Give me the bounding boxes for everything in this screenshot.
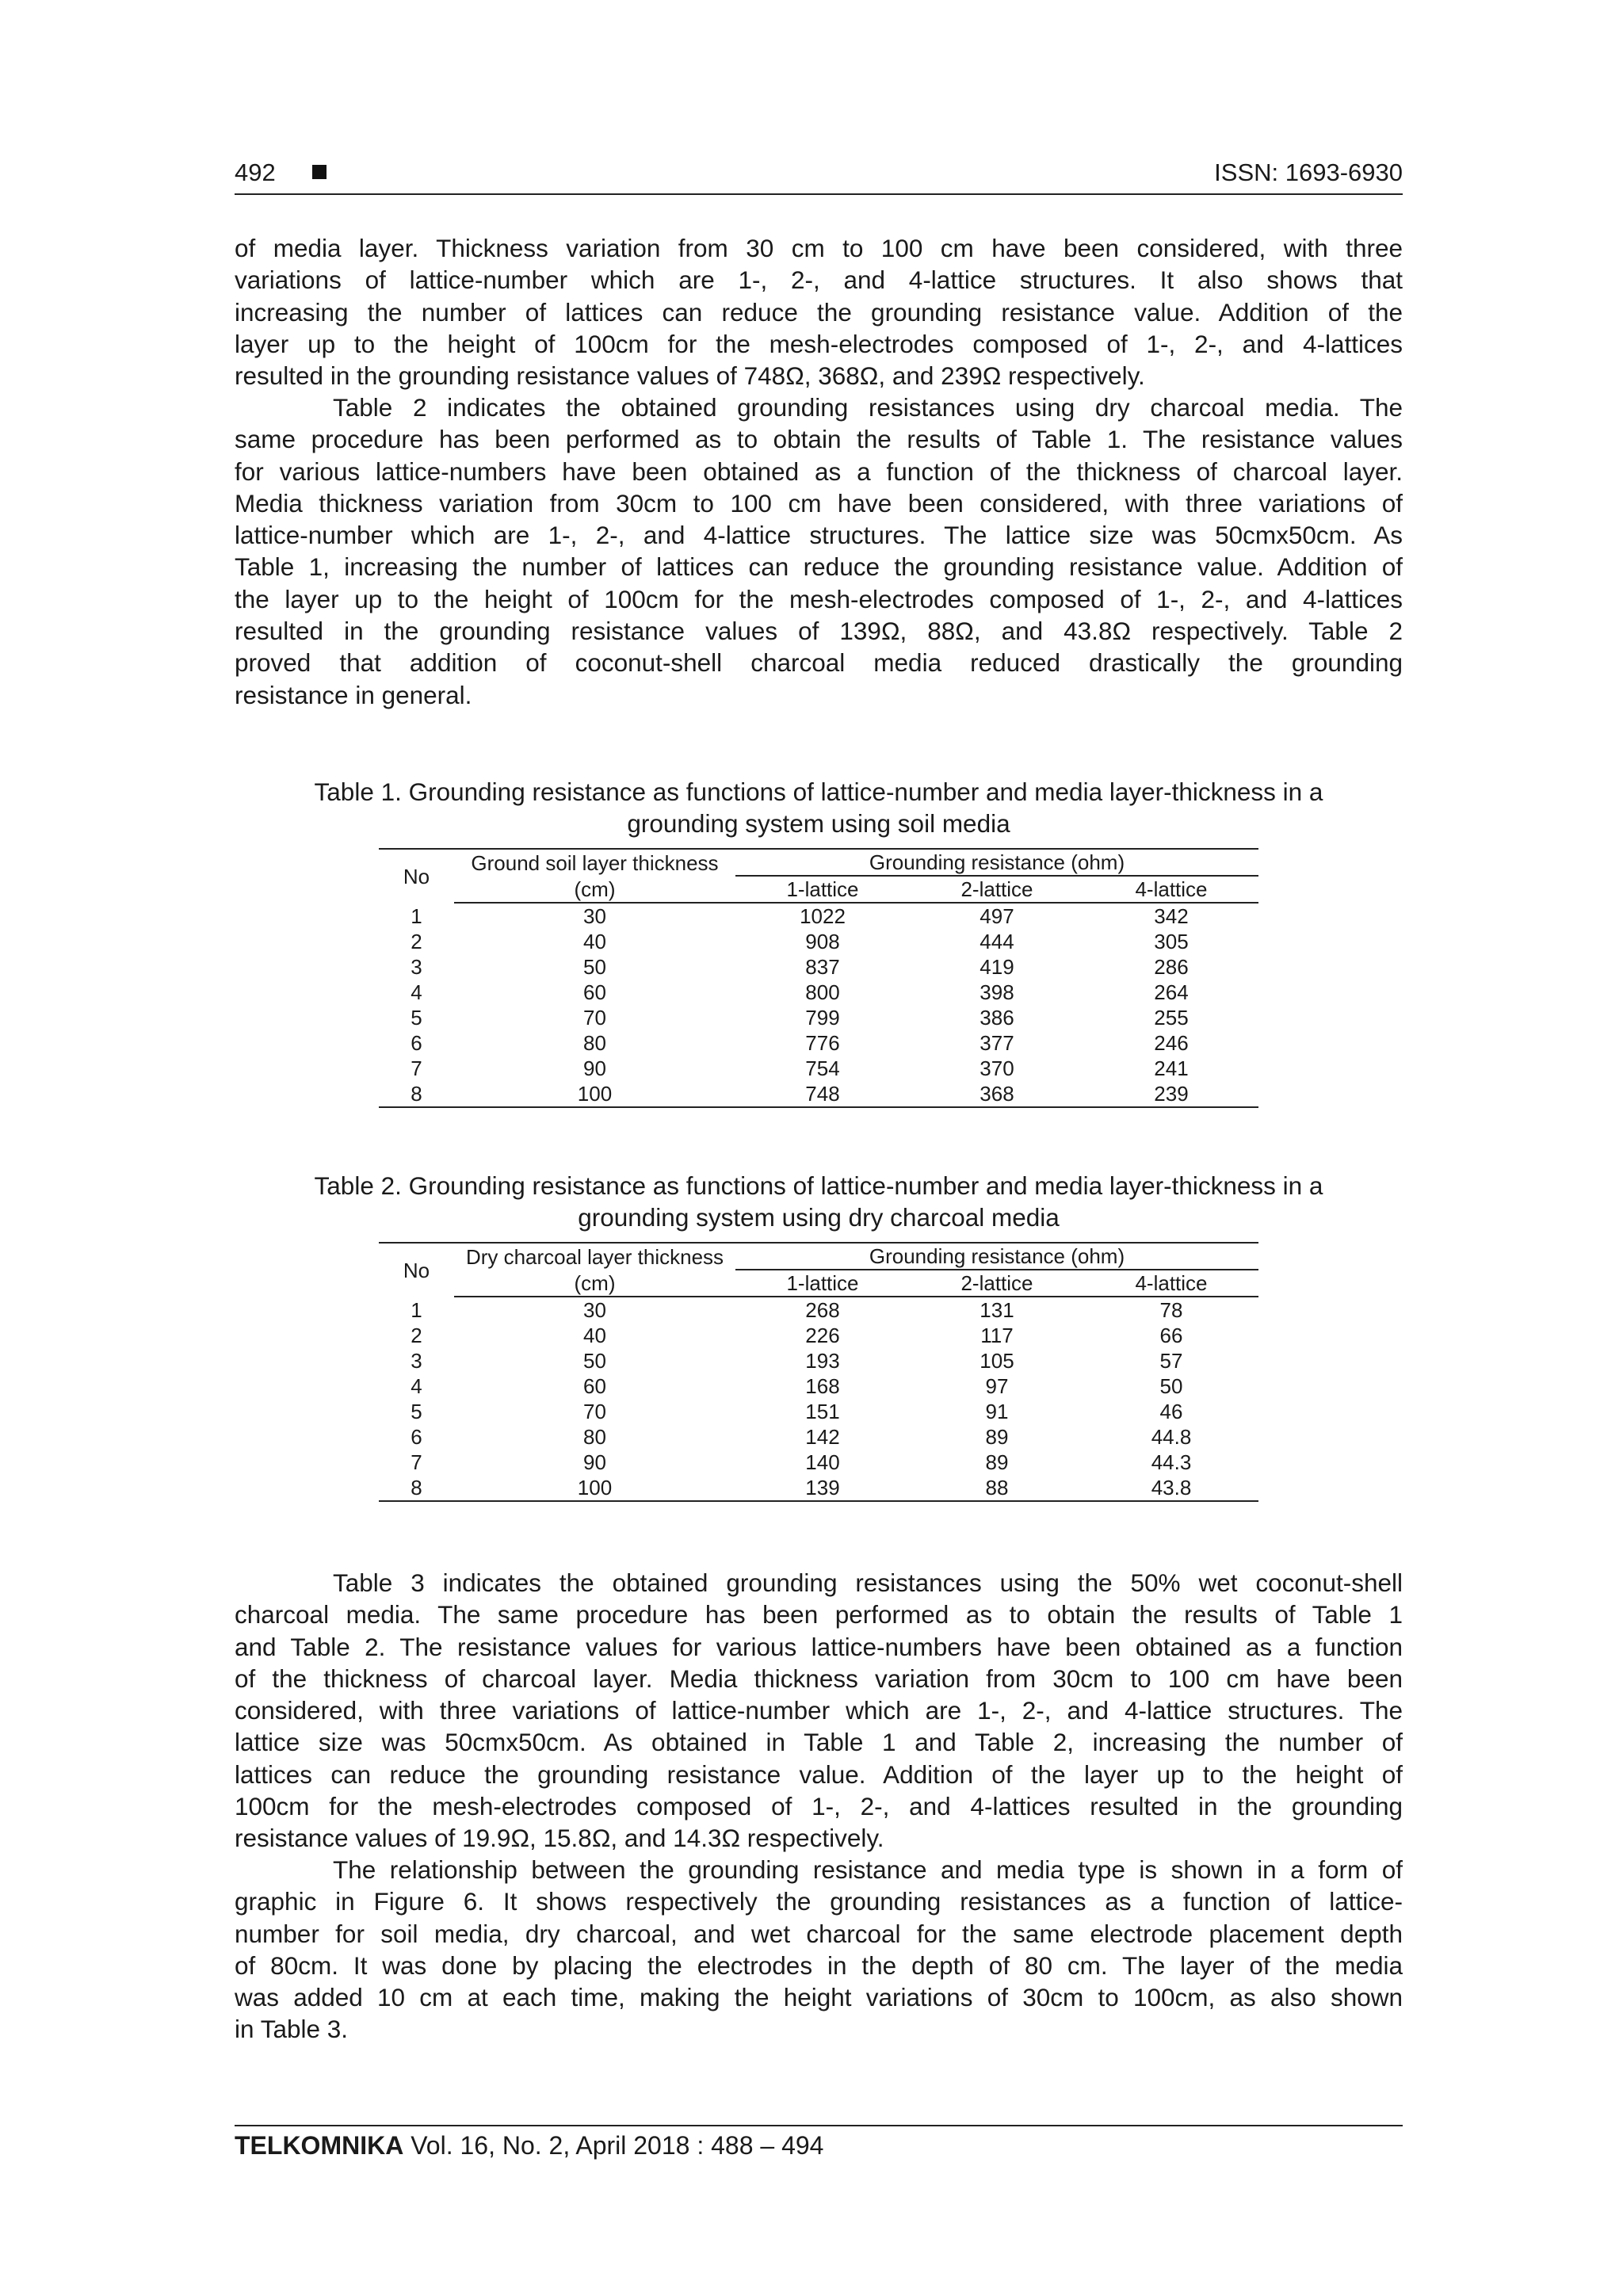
text-line: considered, with three variations of lattice-number which are 1-, 2-, and 4-lattice structures. The [235,1696,1403,1725]
cell-2-lattice: 89 [985,1450,1009,1474]
table-row [379,980,1258,1005]
issn: ISSN: 1693-6930 [1214,159,1403,186]
text-line: 100cm for the mesh-electrodes composed of 1-, 2-, and 4-lattices resulted in the grounding [235,1792,1403,1821]
table-1 [379,848,1258,1108]
cell-2-lattice: 386 [980,1006,1014,1030]
cell-thickness: 80 [583,1425,606,1449]
col-1-lattice: 1-lattice [735,1270,910,1297]
cell-1-lattice: 140 [805,1450,840,1474]
cell-no: 7 [411,1450,422,1474]
text-line: charcoal media. The same procedure has been performed as to obtain the results of Table 1 [235,1600,1403,1629]
text-line: graphic in Figure 6. It shows respectively the grounding resistances as a function of lattice- [235,1887,1403,1916]
cell-no: 6 [411,1031,422,1055]
cell-4-lattice: 241 [1154,1056,1189,1080]
table-row [379,1399,1258,1424]
text-line: resistance values of 19.9Ω, 15.8Ω, and 14.3Ω respectively. [235,1824,884,1853]
cell-thickness: 100 [454,1475,735,1501]
col-thickness-header: Dry charcoal layer thickness [454,1243,735,1270]
text-line: proved that addition of coconut-shell charcoal media reduced drastically the grounding [235,648,1403,678]
table-row [379,903,1258,929]
col-4-lattice: 4-lattice [1084,876,1258,903]
cell-4-lattice: 43.8 [1084,1475,1258,1501]
cell-1-lattice: 800 [805,980,840,1004]
cell-thickness: 70 [583,1006,606,1030]
cell-1-lattice: 748 [735,1081,910,1107]
text-line: lattice size was 50cmx50cm. As obtained in Table 1 and Table 2, increasing the number of [235,1728,1403,1757]
paragraph-1 [235,232,1403,392]
page-footer [235,2125,1403,2160]
cell-2-lattice: 377 [980,1031,1014,1055]
cell-4-lattice: 44.3 [1151,1450,1192,1474]
table-row [379,1030,1258,1056]
journal-citation: Vol. 16, No. 2, April 2018 : 488 – 494 [411,2131,824,2160]
page-header [235,159,1403,195]
table-1-caption-line-1: Table 1. Grounding resistance as functions of lattice-number and media layer-thickness in a [314,777,1323,806]
cell-thickness: 40 [583,1324,606,1347]
cell-thickness: 90 [583,1450,606,1474]
cell-1-lattice: 142 [805,1425,840,1449]
cell-no: 8 [379,1475,454,1501]
cell-4-lattice: 342 [1154,904,1189,928]
text-line: of 80cm. It was done by placing the electrodes in the depth of 80 cm. The layer of the media [235,1950,1403,1980]
table-row [379,1323,1258,1348]
cell-no: 5 [411,1006,422,1030]
cell-no: 3 [411,955,422,979]
cell-2-lattice: 131 [980,1298,1014,1322]
cell-1-lattice: 168 [805,1374,840,1398]
cell-2-lattice: 105 [980,1349,1014,1373]
cell-2-lattice: 117 [980,1324,1014,1347]
col-no-header: No [379,849,454,903]
text-line: and Table 2. The resistance values for various lattice-numbers have been obtained as a function [235,1632,1403,1661]
text-line: resulted in the grounding resistance values of 139Ω, 88Ω, and 43.8Ω respectively. Table 2 [235,617,1403,646]
table-row [379,1056,1258,1081]
cell-4-lattice: 44.8 [1151,1425,1192,1449]
cell-thickness: 30 [583,904,606,928]
cell-no: 6 [411,1425,422,1449]
table-1-caption [235,776,1403,839]
cell-no: 7 [411,1056,422,1080]
cell-2-lattice: 370 [980,1056,1014,1080]
cell-1-lattice: 799 [805,1006,840,1030]
table-row [379,1475,1258,1501]
cell-1-lattice: 754 [805,1056,840,1080]
cell-4-lattice: 50 [1159,1374,1183,1398]
cell-thickness: 30 [583,1298,606,1322]
cell-2-lattice: 497 [980,904,1014,928]
text-line: same procedure has been performed as to obtain the results of Table 1. The resistance values [235,425,1403,454]
cell-1-lattice: 1022 [800,904,846,928]
cell-thickness: 90 [583,1056,606,1080]
cell-2-lattice: 444 [980,930,1014,953]
table-row [379,1297,1258,1323]
square-bullet-icon [312,165,327,179]
cell-2-lattice: 419 [980,955,1014,979]
cell-2-lattice: 91 [985,1400,1009,1423]
paragraph-4 [235,1854,1403,2046]
cell-thickness: 70 [583,1400,606,1423]
paragraph-3 [235,1567,1403,1855]
cell-4-lattice: 57 [1159,1349,1183,1373]
cell-1-lattice: 268 [805,1298,840,1322]
cell-thickness: 80 [583,1031,606,1055]
cell-1-lattice: 908 [805,930,840,953]
cell-thickness: 60 [583,980,606,1004]
table-2 [379,1242,1258,1502]
table-row [379,1081,1258,1107]
text-line: lattice-number which are 1-, 2-, and 4-lattice structures. The lattice size was 50cmx50cm. As [235,521,1403,550]
journal-name: TELKOMNIKA [235,2131,404,2160]
text-line: number for soil media, dry charcoal, and wet charcoal for the same electrode placement depth [235,1919,1403,1948]
cell-1-lattice: 226 [805,1324,840,1347]
cell-1-lattice: 151 [805,1400,840,1423]
cell-4-lattice: 66 [1159,1324,1183,1347]
col-thickness-header: Ground soil layer thickness [454,849,735,876]
cell-1-lattice: 139 [735,1475,910,1501]
col-1-lattice: 1-lattice [735,876,910,903]
cell-1-lattice: 837 [805,955,840,979]
col-2-lattice: 2-lattice [910,1270,1084,1297]
cell-thickness: 50 [583,955,606,979]
cell-2-lattice: 89 [985,1425,1009,1449]
cell-thickness: 50 [583,1349,606,1373]
cell-4-lattice: 246 [1154,1031,1189,1055]
text-line: The relationship between the grounding resistance and media type is shown in a form of [333,1855,1403,1884]
cell-4-lattice: 46 [1159,1400,1183,1423]
cell-4-lattice: 305 [1154,930,1189,953]
col-2-lattice: 2-lattice [910,876,1084,903]
cell-thickness: 100 [454,1081,735,1107]
table-row [379,1005,1258,1030]
cell-1-lattice: 776 [805,1031,840,1055]
text-line: Media thickness variation from 30cm to 100 cm have been considered, with three variations of [235,488,1403,518]
cell-no: 2 [411,930,422,953]
cell-no: 4 [411,1374,422,1398]
cell-4-lattice: 286 [1154,955,1189,979]
cell-no: 8 [379,1081,454,1107]
cell-4-lattice: 255 [1154,1006,1189,1030]
cell-thickness: 60 [583,1374,606,1398]
text-line: the layer up to the height of 100cm for the mesh-electrodes composed of 1-, 2-, and 4-lattices [235,584,1403,613]
text-line: for various lattice-numbers have been obtained as a function of the thickness of charcoal layer. [235,457,1403,486]
cell-no: 4 [411,980,422,1004]
table-2-caption-line-1: Table 2. Grounding resistance as functions of lattice-number and media layer-thickness in a [314,1171,1323,1200]
text-line: resistance in general. [235,680,472,709]
text-line: Table 1, increasing the number of lattices can reduce the grounding resistance value. Addition of [235,552,1403,582]
cell-no: 2 [411,1324,422,1347]
col-no-header: No [379,1243,454,1297]
table-row [379,929,1258,954]
paragraph-2 [235,392,1403,711]
text-line: of media layer. Thickness variation from 30 cm to 100 cm have been considered, with three [235,234,1403,262]
col-4-lattice: 4-lattice [1084,1270,1258,1297]
cell-no: 1 [411,904,422,928]
cell-4-lattice: 78 [1159,1298,1183,1322]
table-1-caption-line-2: grounding system using soil media [627,809,1010,838]
text-line: increasing the number of lattices can reduce the grounding resistance value. Addition of the [235,297,1403,327]
cell-4-lattice: 239 [1084,1081,1258,1107]
text-line: of the thickness of charcoal layer. Media thickness variation from 30cm to 100 cm have been [235,1664,1403,1693]
col-group-header: Grounding resistance (ohm) [735,849,1258,876]
col-group-header: Grounding resistance (ohm) [735,1243,1258,1270]
col-thickness-unit: (cm) [454,876,735,903]
text-line: lattices can reduce the grounding resistance value. Addition of the layer up to the height of [235,1759,1403,1789]
cell-2-lattice: 97 [985,1374,1009,1398]
text-line: resulted in the grounding resistance values of 748Ω, 368Ω, and 239Ω respectively. [235,361,1145,391]
text-line: Table 2 indicates the obtained grounding resistances using dry charcoal media. The [333,393,1403,422]
text-line: Table 3 indicates the obtained grounding resistances using the 50% wet coconut-shell [333,1568,1403,1597]
table-row [379,1373,1258,1399]
col-thickness-unit: (cm) [454,1270,735,1297]
text-line: in Table 3. [235,2015,349,2044]
cell-2-lattice: 88 [910,1475,1084,1501]
cell-2-lattice: 368 [910,1081,1084,1107]
cell-2-lattice: 398 [980,980,1014,1004]
table-row [379,954,1258,980]
cell-no: 3 [411,1349,422,1373]
cell-no: 5 [411,1400,422,1423]
page-number: 492 [235,159,276,186]
cell-thickness: 40 [583,930,606,953]
table-row [379,1450,1258,1475]
table-row [379,1424,1258,1450]
cell-no: 1 [411,1297,422,1322]
text-line: layer up to the height of 100cm for the mesh-electrodes composed of 1-, 2-, and 4-lattices [235,329,1403,358]
text-line: was added 10 cm at each time, making the height variations of 30cm to 100cm, as also shown [235,1983,1403,2012]
cell-4-lattice: 264 [1154,980,1189,1004]
table-2-caption [235,1170,1403,1233]
table-2-caption-line-2: grounding system using dry charcoal media [578,1203,1060,1232]
cell-1-lattice: 193 [805,1349,840,1373]
table-row [379,1348,1258,1373]
text-line: variations of lattice-number which are 1-, 2-, and 4-lattice structures. It also shows that [235,266,1403,295]
